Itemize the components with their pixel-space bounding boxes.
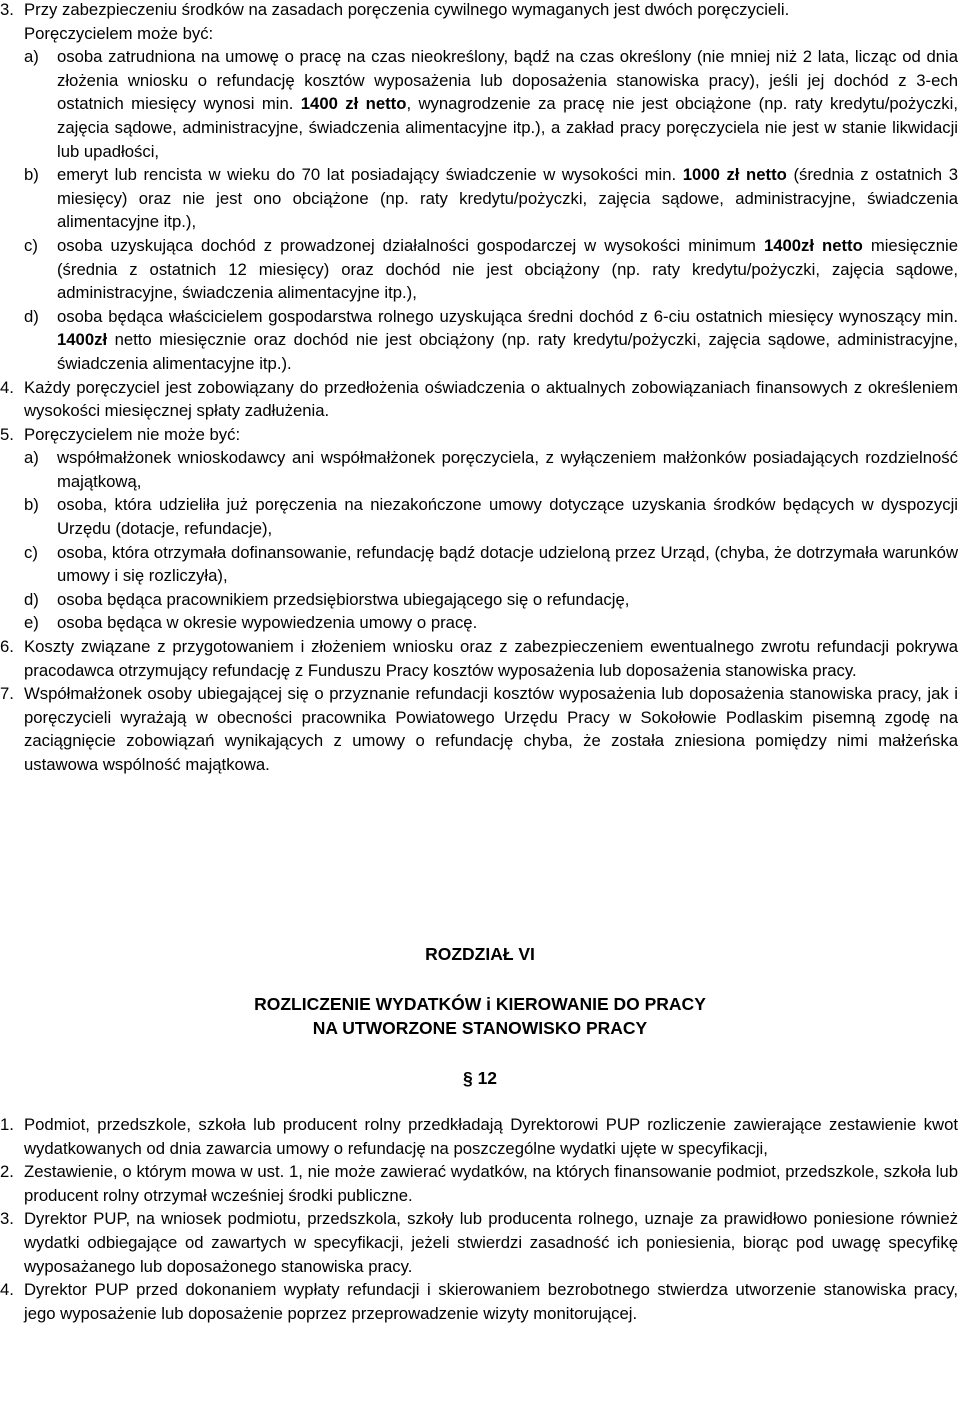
item-text-cont: miesięcznie (średnia z ostatnich 12 miesięcy) oraz dochód nie jest obciążony (np. raty kredytu/pożyczki, zajęcia sądowe, administracyjne, świadczenia alimentacyjne itp.),	[57, 235, 958, 303]
item-letter: c)	[24, 235, 38, 255]
item-text: osoba będąca w okresie wypowiedzenia umowy o pracę.	[57, 613, 478, 633]
p12-item-1	[0, 1113, 960, 1160]
item-number: 3.	[0, 1209, 14, 1229]
item-text: Dyrektor PUP przed dokonaniem wypłaty refundacji i skierowaniem bezrobotnego stwierdza utworzenie stanowiska pracy, jego wyposażenie lub doposażenie poprzez przeprowadzenie wizyty monitorującej.	[24, 1280, 958, 1323]
item-text-cont: , wynagrodzenie za pracę nie jest obciążone (np. raty kredytu/pożyczki, zajęcia sądowe, administracyjne, świadczenia alimentacyjne itp.), a zakład pracy poręczyciela nie jest w stanie likwidacji lub upadłości,	[57, 94, 958, 161]
guarantor-option-c	[0, 234, 960, 305]
item-number: 3.	[0, 0, 14, 19]
item-text: osoba, która otrzymała dofinansowanie, refundację bądź dotacje udzieloną przez Urząd, (chyba, że dotrzymała warunków umowy i się rozliczyła),	[57, 542, 958, 586]
item-letter: a)	[24, 47, 39, 67]
item-number: 1.	[0, 1115, 14, 1134]
excluded-guarantor-a	[0, 446, 960, 493]
item-text: współmałżonek wnioskodawcy ani współmałżonek poręczyciela, z wyłączeniem małżonków posiadających rozdzielność majątkową,	[57, 448, 958, 491]
lead-text: Poręczycielem może być:	[24, 23, 214, 43]
paragraph-sign: § 12	[462, 1068, 498, 1088]
item-number: 5.	[0, 424, 14, 444]
amount-bold: 1000 zł netto	[682, 165, 787, 185]
item-text: Współmałżonek osoby ubiegającej się o przyznanie refundacji kosztów wyposażenia lub doposażenia stanowiska pracy, jak i poręczycieli wyrażają w obecności pracownika Powiatowego Urzędu Pracy w Sokołowie Podlaskim pisemną zgodę na zaciągnięcie zobowiązań wynikających z umowy o refundację chyba, że została zniesiona pomiędzy nimi małżeńska ustawowa wspólność majątkowa.	[24, 684, 958, 774]
chapter-title: ROZDZIAŁ VI	[425, 944, 535, 964]
item-letter: d)	[24, 306, 39, 326]
excluded-guarantor-d	[0, 588, 960, 612]
item-number: 6.	[0, 637, 14, 657]
excluded-guarantor-b	[0, 493, 960, 540]
item-text: osoba uzyskująca dochód z prowadzonej działalności gospodarczej w wysokości minimum	[57, 235, 756, 255]
item-text: Przy zabezpieczeniu środków na zasadach poręczenia cywilnego wymaganych jest dwóch poręczycieli.	[24, 0, 790, 19]
guarantor-option-a	[0, 45, 960, 163]
item-letter: b)	[24, 165, 39, 185]
item-number: 2.	[0, 1162, 14, 1182]
item-text: osoba zatrudniona na umowę o pracę na czas nieokreślony, bądź na czas określony (nie mniej niż 2 lata, licząc od dnia złożenia wniosku o refundację kosztów wyposażenia lub doposażenia stanowiska pracy), jeśli jej dochód z 3-ech ostatnich miesięcy wynosi min.	[57, 47, 958, 114]
item-number: 7.	[0, 684, 14, 704]
chapter-subtitle-line-2: NA UTWORZONE STANOWISKO PRACY	[312, 1018, 648, 1038]
item-text: Koszty związane z przygotowaniem i złożeniem wniosku oraz z zabezpieczeniem ewentualnego zwrotu refundacji pokrywa pracodawca otrzymujący refundację z Funduszu Pracy kosztów wyposażenia lub doposażenia stanowiska pracy.	[24, 637, 958, 680]
section-7-item	[0, 682, 960, 776]
item-text: Poręczycielem nie może być:	[24, 424, 241, 444]
item-text: Zestawienie, o którym mowa w ust. 1, nie może zawierać wydatków, na których finansowanie podmiot, przedszkole, szkoła lub producent rolny otrzymał wcześniej środki publiczne.	[24, 1162, 958, 1205]
section-5-item	[0, 423, 960, 447]
guarantor-lead	[0, 22, 960, 46]
amount-bold: 1400zł	[57, 330, 108, 350]
item-letter: c)	[24, 542, 38, 562]
item-letter: e)	[24, 613, 39, 633]
p12-item-3	[0, 1207, 960, 1278]
item-number: 4.	[0, 377, 14, 397]
item-letter: a)	[24, 448, 39, 468]
p12-item-2	[0, 1160, 960, 1207]
item-text-cont: (średnia z ostatnich 3 miesięcy) oraz nie jest ono obciążone (np. raty kredytu/pożyczki, zajęcia sądowe, administracyjne, świadczenia alimentacyjne itp.),	[57, 165, 958, 232]
excluded-guarantor-e	[0, 611, 960, 635]
excluded-guarantor-c	[0, 541, 960, 588]
item-text-cont: netto miesięcznie oraz dochód nie jest obciążony (np. raty kredytu/pożyczki, zajęcia sądowe, administracyjne, świadczenia alimentacyjne itp.).	[57, 330, 958, 373]
chapter-subtitle-line-1: ROZLICZENIE WYDATKÓW i KIEROWANIE DO PRACY	[254, 994, 706, 1014]
p12-item-4	[0, 1278, 960, 1325]
paragraph-12	[0, 1113, 960, 1325]
amount-bold: 1400 zł netto	[300, 94, 407, 114]
item-text: Podmiot, przedszkole, szkoła lub producent rolny przedkładają Dyrektorowi PUP rozliczenie zawierające zestawienie kwot wydatkowanych od dnia zawarcia umowy o refundację na poszczególne wydatki ujęte w specyfikacji,	[24, 1115, 958, 1158]
amount-bold: 1400zł netto	[763, 235, 863, 255]
item-number: 4.	[0, 1280, 14, 1300]
guarantor-option-d	[0, 305, 960, 376]
item-text: Dyrektor PUP, na wniosek podmiotu, przedszkola, szkoły lub producenta rolnego, uznaje za prawidłowo poniesione również wydatki odbiegające od zawartych w specyfikacji, jeżeli stwierdzi zasadność ich poniesienia, biorąc pod uwagę specyfikę wyposażanego lub doposażonego stanowiska pracy.	[24, 1209, 958, 1276]
item-text: osoba, która udzieliła już poręczenia na niezakończone umowy dotyczące uzyskania środków będących w dyspozycji Urzędu (dotacje, refundacje),	[57, 495, 958, 539]
guarantor-option-b	[0, 163, 960, 234]
item-text: osoba będąca pracownikiem przedsiębiorstwa ubiegającego się o refundację,	[57, 589, 630, 609]
section-3-item	[0, 0, 960, 22]
item-text: osoba będąca właścicielem gospodarstwa rolnego uzyskująca średni dochód z 6-ciu ostatnich miesięcy wynoszący min.	[57, 306, 958, 326]
section-4-item	[0, 376, 960, 423]
item-letter: b)	[24, 495, 39, 515]
item-text: Każdy poręczyciel jest zobowiązany do przedłożenia oświadczenia o aktualnych zobowiązaniach finansowych z określeniem wysokości miesięcznej spłaty zadłużenia.	[24, 377, 958, 421]
item-text: emeryt lub rencista w wieku do 70 lat posiadający świadczenie w wysokości min.	[57, 165, 677, 185]
section-6-item	[0, 635, 960, 682]
item-letter: d)	[24, 589, 39, 609]
